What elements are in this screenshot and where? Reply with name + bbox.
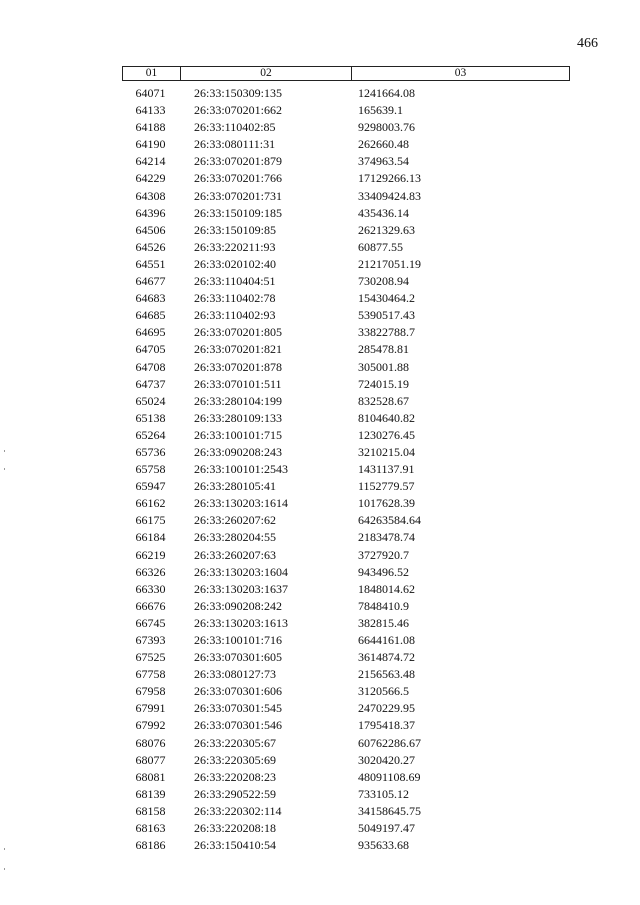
table-cell-col-2: 26:33:280109:133 [194, 410, 283, 425]
table-cell-col-1: 66745 [135, 615, 166, 630]
table-row [122, 700, 570, 717]
table-cell-col-1: 64526 [135, 239, 166, 254]
table-row [122, 769, 570, 786]
table-row [122, 188, 570, 205]
table-header [122, 66, 570, 81]
table-cell-col-1: 64695 [135, 325, 166, 340]
table-cell-col-3: 1241664.08 [358, 86, 415, 100]
table-cell-col-3: 3614874.72 [358, 650, 415, 665]
table-cell-col-2: 26:33:220208:18 [194, 821, 277, 836]
table-cell-col-2: 26:33:070201:662 [194, 103, 283, 118]
table-cell-col-3: 6644161.08 [358, 633, 415, 647]
table-cell-col-1: 67758 [135, 667, 166, 682]
margin-mark [4, 848, 5, 850]
table-cell-col-1: 64071 [135, 86, 166, 100]
table-cell-col-2: 26:33:070201:879 [194, 154, 283, 169]
table-cell-col-2: 26:33:070301:545 [194, 701, 283, 716]
table-cell-col-2: 26:33:070201:766 [194, 171, 283, 186]
table-row [122, 102, 570, 119]
table-cell-col-3: 7848410.9 [358, 598, 409, 613]
table-cell-col-1: 68158 [135, 803, 166, 818]
table-cell-col-2: 26:33:100101:716 [194, 633, 283, 647]
table-cell-col-3: 64263584.64 [358, 513, 421, 528]
table-cell-col-1: 67525 [135, 650, 166, 665]
table-cell-col-1: 68076 [135, 735, 166, 750]
header-col-2: 02 [181, 67, 352, 80]
table-cell-col-3: 34158645.75 [358, 803, 421, 818]
table-row [122, 683, 570, 700]
table-cell-col-2: 26:33:070301:606 [194, 684, 283, 699]
table-row [122, 119, 570, 136]
table-cell-col-1: 66184 [135, 530, 166, 545]
table-cell-col-1: 64133 [135, 103, 166, 118]
table-row [122, 136, 570, 153]
table-cell-col-2: 26:33:110402:85 [194, 120, 276, 135]
table-cell-col-1: 66219 [135, 547, 166, 562]
table-cell-col-2: 26:33:100101:715 [194, 427, 283, 442]
table-cell-col-2: 26:33:090208:242 [194, 598, 283, 613]
table-cell-col-3: 943496.52 [358, 564, 409, 579]
header-col-3: 03 [454, 67, 467, 79]
table-cell-col-1: 68139 [135, 786, 166, 801]
table-cell-col-1: 64188 [135, 120, 166, 135]
table-cell-col-3: 3727920.7 [358, 547, 409, 562]
table-row [122, 85, 570, 102]
margin-mark [4, 450, 5, 452]
table-row [122, 837, 570, 854]
table-cell-col-2: 26:33:070201:731 [194, 188, 283, 203]
table-row [122, 512, 570, 529]
table-cell-col-2: 26:33:080111:31 [194, 137, 276, 152]
table-cell-col-1: 67393 [135, 633, 166, 647]
table-cell-col-2: 26:33:070101:511 [194, 376, 282, 391]
table-cell-col-2: 26:33:130203:1604 [194, 564, 289, 579]
table-cell-col-2: 26:33:130203:1613 [194, 615, 289, 630]
table-cell-col-1: 65947 [135, 479, 166, 494]
table-cell-col-2: 26:33:150109:185 [194, 205, 283, 220]
table-cell-col-3: 9298003.76 [358, 120, 415, 135]
table-cell-col-2: 26:33:070201:878 [194, 359, 283, 374]
table-cell-col-1: 68081 [135, 769, 166, 784]
table-row [122, 290, 570, 307]
table-row [122, 529, 570, 546]
table-cell-col-1: 65024 [135, 393, 166, 408]
table-cell-col-3: 5049197.47 [358, 821, 415, 836]
table-cell-col-2: 26:33:100101:2543 [194, 462, 289, 477]
table-cell-col-1: 66330 [135, 581, 166, 596]
table-row [122, 632, 570, 649]
table-cell-col-1: 64677 [135, 274, 166, 289]
table-cell-col-2: 26:33:280104:199 [194, 393, 283, 408]
data-table [122, 66, 570, 854]
table-cell-col-1: 68186 [135, 838, 166, 853]
table-row [122, 444, 570, 461]
table-row [122, 376, 570, 393]
table-cell-col-1: 64551 [135, 256, 166, 271]
table-cell-col-2: 26:33:260207:62 [194, 513, 277, 528]
table-cell-col-1: 64685 [135, 308, 166, 323]
table-row [122, 222, 570, 239]
table-cell-col-1: 64396 [135, 205, 166, 220]
table-cell-col-2: 26:33:020102:40 [194, 256, 277, 271]
table-cell-col-3: 60762286.67 [358, 735, 421, 750]
table-cell-col-3: 8104640.82 [358, 410, 415, 425]
table-cell-col-3: 305001.88 [358, 359, 409, 374]
table-cell-col-2: 26:33:070301:546 [194, 718, 283, 733]
table-cell-col-3: 730208.94 [358, 274, 409, 289]
table-cell-col-3: 2183478.74 [358, 530, 415, 545]
table-cell-col-3: 2470229.95 [358, 701, 415, 716]
table-row [122, 649, 570, 666]
table-cell-col-3: 3020420.27 [358, 752, 415, 767]
table-row [122, 820, 570, 837]
table-row [122, 547, 570, 564]
table-cell-col-2: 26:33:070201:805 [194, 325, 283, 340]
table-cell-col-3: 3120566.5 [358, 684, 409, 699]
table-row [122, 410, 570, 427]
table-cell-col-3: 2156563.48 [358, 667, 415, 682]
table-cell-col-1: 64683 [135, 291, 166, 306]
table-cell-col-3: 33822788.7 [358, 325, 415, 340]
table-cell-col-3: 1017628.39 [358, 496, 415, 511]
table-cell-col-2: 26:33:260207:63 [194, 547, 277, 562]
table-cell-col-2: 26:33:220208:23 [194, 769, 277, 784]
table-row [122, 153, 570, 170]
table-cell-col-1: 65758 [135, 462, 166, 477]
table-cell-col-3: 262660.48 [358, 137, 409, 152]
table-cell-col-3: 374963.54 [358, 154, 409, 169]
table-row [122, 359, 570, 376]
table-cell-col-3: 48091108.69 [358, 769, 421, 784]
table-cell-col-3: 21217051.19 [358, 256, 421, 271]
table-cell-col-2: 26:33:130203:1614 [194, 496, 289, 511]
table-cell-col-1: 64190 [135, 137, 166, 152]
table-row [122, 717, 570, 734]
table-row [122, 205, 570, 222]
header-col-1: 01 [123, 67, 181, 80]
table-row [122, 273, 570, 290]
table-cell-col-1: 64506 [135, 222, 166, 237]
table-cell-col-1: 65736 [135, 444, 166, 459]
table-row [122, 564, 570, 581]
table-cell-col-1: 64229 [135, 171, 166, 186]
table-cell-col-3: 1795418.37 [358, 718, 415, 733]
table-cell-col-3: 33409424.83 [358, 188, 421, 203]
table-cell-col-1: 67992 [135, 718, 166, 733]
table-row [122, 341, 570, 358]
table-cell-col-1: 64214 [135, 154, 166, 169]
table-cell-col-2: 26:33:280204:55 [194, 530, 277, 545]
table-row [122, 478, 570, 495]
table-cell-col-3: 15430464.2 [358, 291, 415, 306]
table-cell-col-1: 66326 [135, 564, 166, 579]
table-cell-col-1: 65138 [135, 410, 166, 425]
table-row [122, 786, 570, 803]
table-cell-col-2: 26:33:220305:67 [194, 735, 277, 750]
table-cell-col-1: 64737 [135, 376, 166, 391]
table-cell-col-3: 1230276.45 [358, 427, 415, 442]
table-cell-col-2: 26:33:290522:59 [194, 786, 277, 801]
margin-mark [4, 468, 5, 470]
table-cell-col-1: 65264 [135, 427, 166, 442]
table-cell-col-2: 26:33:280105:41 [194, 479, 277, 494]
table-row [122, 461, 570, 478]
table-row [122, 495, 570, 512]
table-row [122, 666, 570, 683]
table-cell-col-2: 26:33:110402:93 [194, 308, 276, 323]
table-cell-col-3: 832528.67 [358, 393, 409, 408]
table-cell-col-3: 285478.81 [358, 342, 409, 357]
table-cell-col-1: 64708 [135, 359, 166, 374]
table-cell-col-2: 26:33:110404:51 [194, 274, 276, 289]
table-cell-col-3: 935633.68 [358, 838, 409, 853]
table-cell-col-2: 26:33:080127:73 [194, 667, 277, 682]
table-cell-col-1: 67958 [135, 684, 166, 699]
table-cell-col-3: 165639.1 [358, 103, 403, 118]
table-cell-col-2: 26:33:220211:93 [194, 239, 276, 254]
table-cell-col-2: 26:33:220302:114 [194, 803, 282, 818]
table-row [122, 581, 570, 598]
table-cell-col-3: 2621329.63 [358, 222, 415, 237]
table-cell-col-3: 1431137.91 [358, 462, 415, 477]
table-row [122, 803, 570, 820]
table-row [122, 307, 570, 324]
table-cell-col-3: 733105.12 [358, 786, 409, 801]
table-cell-col-3: 3210215.04 [358, 444, 415, 459]
table-cell-col-3: 17129266.13 [358, 171, 421, 186]
table-cell-col-3: 382815.46 [358, 615, 409, 630]
table-row [122, 615, 570, 632]
table-row [122, 393, 570, 410]
table-cell-col-2: 26:33:070301:605 [194, 650, 283, 665]
table-row [122, 324, 570, 341]
table-cell-col-2: 26:33:150109:85 [194, 222, 277, 237]
table-row [122, 752, 570, 769]
table-cell-col-2: 26:33:110402:78 [194, 291, 276, 306]
table-cell-col-1: 64308 [135, 188, 166, 203]
table-cell-col-3: 724015.19 [358, 376, 409, 391]
table-cell-col-2: 26:33:220305:69 [194, 752, 277, 767]
table-cell-col-2: 26:33:090208:243 [194, 444, 283, 459]
table-cell-col-1: 66676 [135, 598, 166, 613]
table-cell-col-2: 26:33:150410:54 [194, 838, 277, 853]
table-body [122, 85, 570, 854]
table-cell-col-1: 66162 [135, 496, 166, 511]
table-cell-col-3: 1152779.57 [358, 479, 415, 494]
table-row [122, 427, 570, 444]
table-cell-col-3: 60877.55 [358, 239, 403, 254]
table-cell-col-1: 66175 [135, 513, 166, 528]
table-cell-col-1: 68163 [135, 821, 166, 836]
table-cell-col-1: 68077 [135, 752, 166, 767]
table-row [122, 256, 570, 273]
page-number: 466 [577, 36, 598, 51]
margin-mark [4, 868, 5, 870]
table-row [122, 170, 570, 187]
table-cell-col-3: 5390517.43 [358, 308, 415, 323]
table-cell-col-3: 435436.14 [358, 205, 409, 220]
table-cell-col-2: 26:33:150309:135 [194, 86, 283, 100]
table-cell-col-2: 26:33:130203:1637 [194, 581, 289, 596]
table-row [122, 239, 570, 256]
table-cell-col-3: 1848014.62 [358, 581, 415, 596]
table-cell-col-2: 26:33:070201:821 [194, 342, 283, 357]
table-cell-col-1: 67991 [135, 701, 166, 716]
table-row [122, 598, 570, 615]
table-row [122, 735, 570, 752]
table-cell-col-1: 64705 [135, 342, 166, 357]
